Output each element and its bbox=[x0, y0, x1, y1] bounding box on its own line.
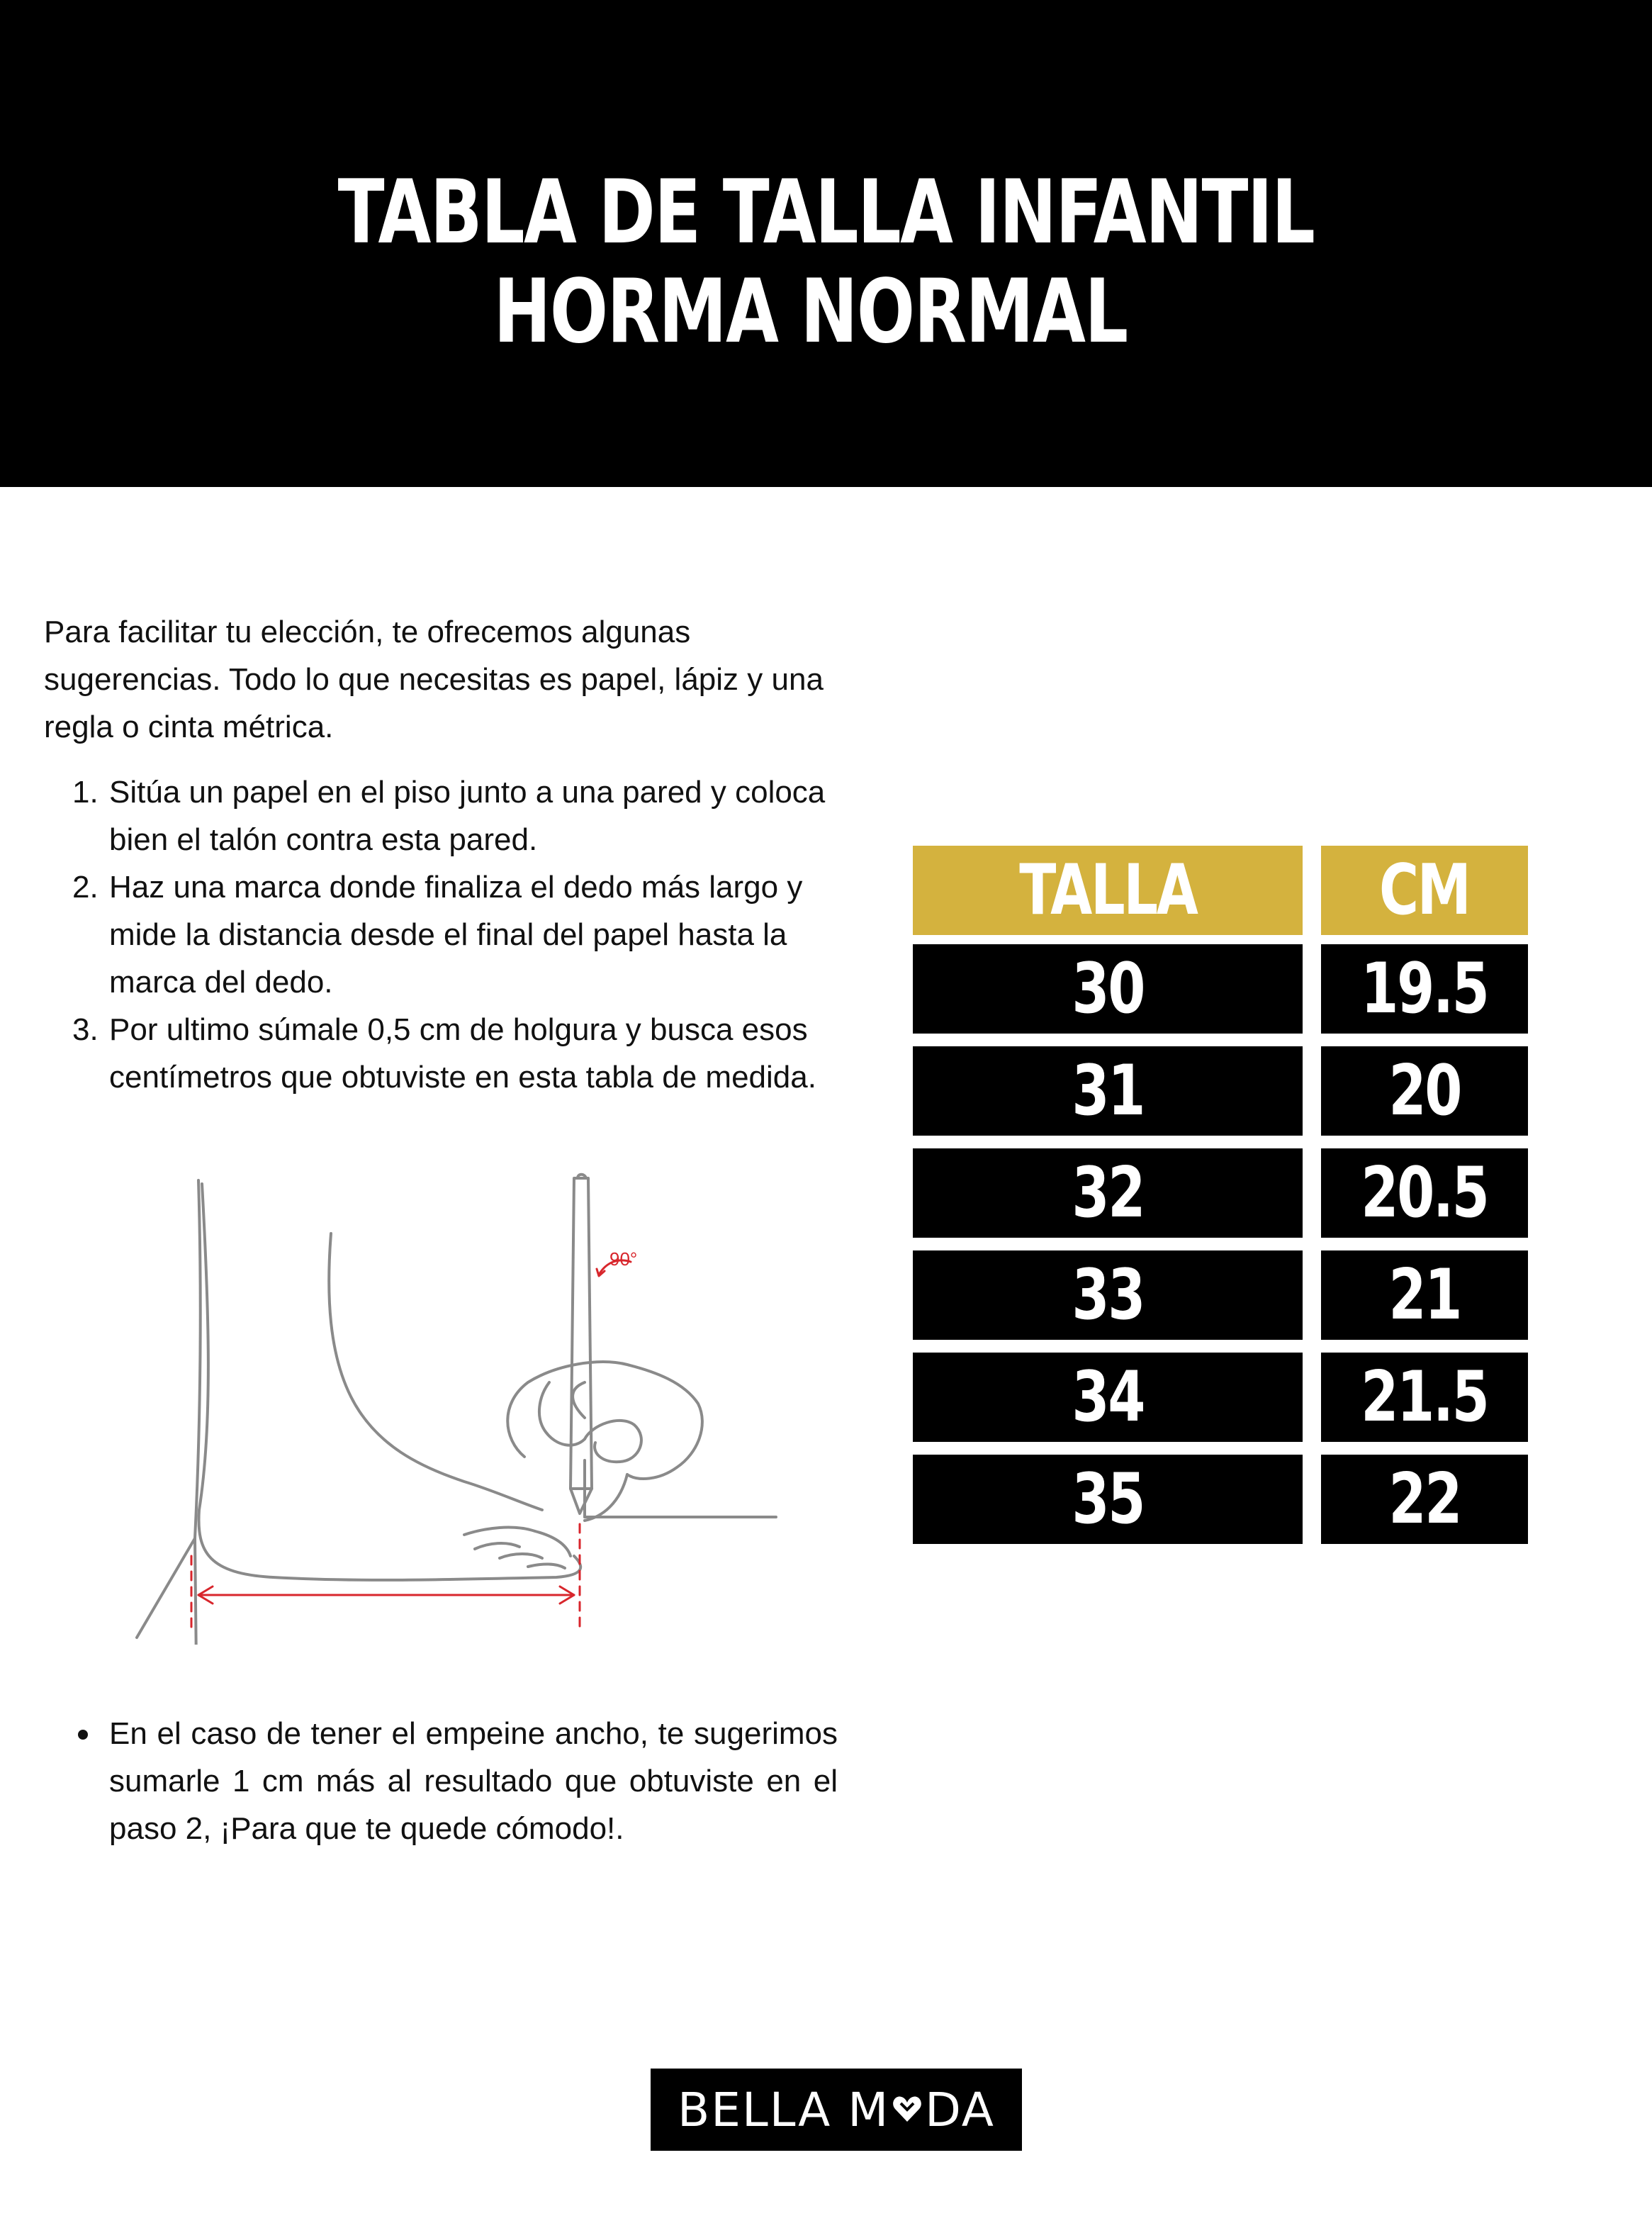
size-cell-talla: 31 bbox=[913, 1046, 1303, 1136]
foot-icon bbox=[198, 1184, 580, 1580]
size-cell-cm: 20.5 bbox=[1321, 1148, 1528, 1238]
header-banner bbox=[0, 0, 1652, 487]
heart-icon bbox=[891, 2093, 923, 2126]
step-number: 1. bbox=[72, 775, 99, 810]
brand-name-part1: BELLA M bbox=[678, 2082, 890, 2137]
size-cell-talla: 32 bbox=[913, 1148, 1303, 1238]
intro-paragraph: Para facilitar tu elección, te ofrecemos algunas sugerencias. Todo lo que necesitas es papel, lápiz y una regla o cinta métrica. bbox=[44, 615, 824, 744]
pencil-icon bbox=[571, 1175, 592, 1513]
bullet-icon bbox=[78, 1730, 88, 1740]
step-number: 2. bbox=[72, 870, 99, 905]
foot-measurement-illustration bbox=[131, 1170, 783, 1645]
size-cell-cm: 21.5 bbox=[1321, 1353, 1528, 1442]
size-cell-cm: 20 bbox=[1321, 1046, 1528, 1136]
step-item bbox=[44, 1006, 845, 1101]
size-cell-cm: 22 bbox=[1321, 1455, 1528, 1544]
tip-text: En el caso de tener el empeine ancho, te sugerimos sumarle 1 cm más al resultado que obtuviste en el paso 2, ¡Para que te quede cómodo!. bbox=[109, 1716, 838, 1846]
size-cell-talla: 30 bbox=[913, 944, 1303, 1034]
step-number: 3. bbox=[72, 1012, 99, 1047]
page-title-line-2: HORMA NORMAL bbox=[493, 261, 1128, 363]
size-cell-cm: 19.5 bbox=[1321, 944, 1528, 1034]
page-title-line-1: TABLA DE TALLA INFANTIL bbox=[337, 162, 1315, 264]
angle-label: 90° bbox=[609, 1248, 638, 1270]
brand-logo bbox=[651, 2069, 1022, 2151]
tip-item bbox=[44, 1710, 838, 1852]
brand-name-part2: DA bbox=[925, 2082, 995, 2137]
tip-list bbox=[44, 1710, 838, 1852]
size-cell-talla: 34 bbox=[913, 1353, 1303, 1442]
step-text: Sitúa un papel en el piso junto a una pared y coloca bien el talón contra esta pared. bbox=[109, 775, 826, 857]
size-table-header-talla: TALLA bbox=[913, 846, 1303, 935]
step-item bbox=[44, 768, 845, 863]
instruction-steps bbox=[44, 768, 845, 1101]
step-text: Haz una marca donde finaliza el dedo más largo y mide la distancia desde el final del papel hasta la marca del dedo. bbox=[109, 870, 803, 1000]
size-cell-talla: 35 bbox=[913, 1455, 1303, 1544]
size-table-header-cm: CM bbox=[1321, 846, 1528, 935]
step-text: Por ultimo súmale 0,5 cm de holgura y busca esos centímetros que obtuviste en esta tabla de medida. bbox=[109, 1012, 816, 1095]
size-cell-talla: 33 bbox=[913, 1250, 1303, 1340]
hand-icon bbox=[507, 1362, 702, 1521]
size-cell-cm: 21 bbox=[1321, 1250, 1528, 1340]
step-item bbox=[44, 863, 845, 1006]
